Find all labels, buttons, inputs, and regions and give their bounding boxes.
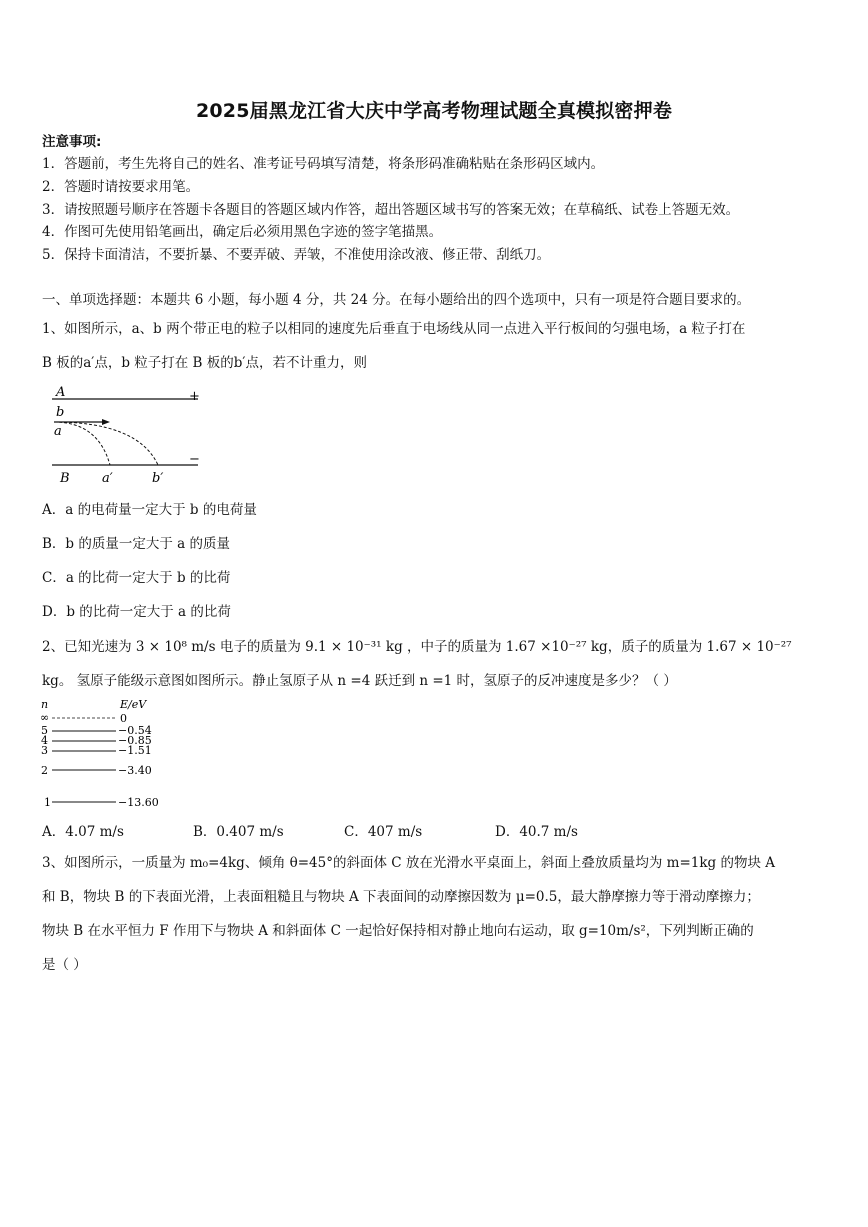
arrow-head [102,419,110,425]
note-item: 2．答题时请按要求用笔。 [42,179,200,195]
q1-option-d: D．b 的比荷一定大于 a 的比荷 [42,604,231,620]
level-n: 5 [41,724,48,737]
q2-option-b: B．0.407 m/s [193,824,284,840]
level-n: 3 [41,744,48,757]
label-a: a [54,424,62,439]
plus-sign: + [189,389,200,404]
q3-stem-line2: 和 B，物块 B 的下表面光滑，上表面粗糙且与物块 A 下表面间的动摩擦因数为 μ=0.5，最大静摩擦力等于滑动摩擦力； [42,889,760,905]
q3-stem-line1: 3、如图所示，一质量为 m₀=4kg、倾角 θ=45°的斜面体 C 放在光滑水平桌面上，斜面上叠放质量均为 m=1kg 的物块 A [42,855,776,871]
q1-option-c: C．a 的比荷一定大于 b 的比荷 [42,570,231,586]
level-n: 4 [41,734,48,747]
q2-stem-line1: 2、已知光速为 3 × 10⁸ m/s 电子的质量为 9.1 × 10⁻³¹ kg ，中子的质量为 1.67 ×10⁻²⁷ kg，质子的质量为 1.67 × 10⁻²⁷ [42,639,792,655]
note-item: 4．作图可先使用铅笔画出，确定后必须用黑色字迹的签字笔描黑。 [42,224,443,240]
notes-heading: 注意事项: [42,134,102,150]
level-energy: −1.51 [118,744,152,757]
label-b-prime: b′ [152,471,164,486]
plate-b-label: B [60,471,70,486]
level-energy: 0 [120,712,127,725]
trajectory-b [54,422,158,465]
level-n: ∞ [40,711,50,724]
trajectory-a [54,422,110,465]
level-energy: −13.60 [118,796,159,809]
minus-sign: − [189,452,200,467]
q3-stem-line4: 是（ ） [42,957,87,973]
section-header: 一、单项选择题：本题共 6 小题，每小题 4 分，共 24 分。在每小题给出的四个选项中，只有一项是符合题目要求的。 [42,292,751,308]
note-item: 1．答题前，考生先将自己的姓名、准考证号码填写清楚，将条形码准确粘贴在条形码区域内。 [42,156,605,172]
q1-option-b: B．b 的质量一定大于 a 的质量 [42,536,230,552]
q2-stem-line2: kg。 氢原子能级示意图如图所示。静止氢原子从 n =4 跃迁到 n =1 时，氢原子的反冲速度是多少？（ ） [42,673,677,689]
q1-option-a: A．a 的电荷量一定大于 b 的电荷量 [42,502,257,518]
level-n: 2 [41,764,48,777]
q1-stem-line2: B 板的a′点，b 粒子打在 B 板的b′点，若不计重力，则 [42,355,367,371]
plate-a-label: A [56,385,66,400]
energy-level-diagram [38,698,168,810]
label-a-prime: a′ [102,471,113,486]
q3-stem-line3: 物块 B 在水平恒力 F 作用下与物块 A 和斜面体 C 一起恰好保持相对静止地向右运动，取 g=10m/s²，下列判断正确的 [42,923,754,939]
note-item: 5．保持卡面清洁，不要折暴、不要弄破、弄皱，不准使用涂改液、修正带、刮纸刀。 [42,247,551,263]
level-energy: −3.40 [118,764,152,777]
n-axis-label: n [41,698,49,711]
level-energy: −0.54 [118,724,152,737]
energy-axis-label: E/eV [120,698,147,711]
level-energy: −0.85 [118,734,152,747]
q2-option-a: A．4.07 m/s [42,824,124,840]
parallel-plate-figure [48,383,208,487]
q2-option-c: C．407 m/s [344,824,423,840]
note-item: 3．请按照题号顺序在答题卡各题目的答题区域内作答，超出答题区域书写的答案无效；在草稿纸、试卷上答题无效。 [42,202,740,218]
page-title: 2025届黑龙江省大庆中学高考物理试题全真模拟密押卷 [195,100,673,122]
q1-stem-line1: 1、如图所示，a、b 两个带正电的粒子以相同的速度先后垂直于电场线从同一点进入平行板间的匀强电场，a 粒子打在 [42,321,746,337]
level-n: 1 [44,796,51,809]
label-b: b [56,405,65,420]
q2-option-d: D．40.7 m/s [495,824,578,840]
